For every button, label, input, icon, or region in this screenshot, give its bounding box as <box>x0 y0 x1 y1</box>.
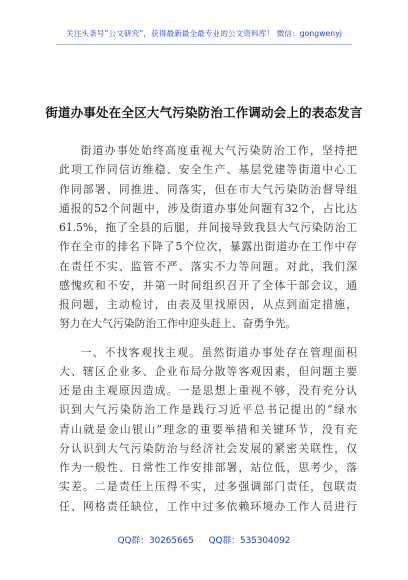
text-line: 还是由主观原因造成。一是思想上重视不够，没有充分认 <box>59 384 357 397</box>
document-title: 街道办事处在全区大气污染防治工作调动会上的表态发言 <box>45 105 363 120</box>
paragraph <box>59 141 357 334</box>
text-line: 报问题，主动检讨，由表及里找原因，从点到面定措施， <box>59 298 357 311</box>
header-banner: 关注头条号“公文研究”，获得最新最全最专业的公文资料库！ 微信：gongwenyj <box>66 29 342 38</box>
text-line: 实差。二是责任上压得不实，过多强调部门责任，包联责 <box>59 480 357 494</box>
text-line: 作为一般性、日常性工作安排部署，站位低，思考少，落 <box>59 461 357 474</box>
text-line: 通报的52个问题中，涉及街道办事处问题有32个，占比达 <box>59 201 357 215</box>
footer <box>0 533 408 546</box>
text-line: 街道办事处始终高度重视大气污染防治工作，坚持把 <box>80 144 357 157</box>
text-line: 一、不找客观找主观。虽然街道办事处存在管理面积 <box>80 345 357 359</box>
text-line: 作在全市的排名下降了5个位次，暴露出街道办在工作中存 <box>59 240 357 254</box>
text-line: 大、辖区企业多、企业布局分散等客观因素，但问题主要 <box>59 364 357 378</box>
text-line: 青山就是金山银山”理念的重要举措和关键环节，没有充 <box>59 422 357 436</box>
text-line: 分认识到大气污染防治与经济社会发展的紧密关联性，仅 <box>59 441 357 455</box>
text-line: 61.5%，拖了全县的后腿，并间接导致我县大气污染防治工 <box>59 221 357 234</box>
text-line: 任、网格责任缺位，工作中过多依赖环境办工作人员进行 <box>59 499 357 513</box>
footer-qq-group-1: QQ群：30265665 <box>117 536 194 546</box>
paragraph-gap <box>59 334 357 343</box>
text-line: 感愧疚和不安，并第一时间组织召开了全体干部会议，通 <box>59 278 357 292</box>
text-line: 努力在大气污染防治工作中迎头赶上、奋勇争先。 <box>59 317 297 331</box>
text-line: 在责任不实、监管不严、落实不力等问题。对此，我们深 <box>59 259 357 273</box>
header-divider <box>56 44 352 45</box>
text-line: 作同部署、同推进、同落实，但在市大气污染防治督导组 <box>59 182 357 196</box>
text-line: 识到大气污染防治工作是践行习近平总书记提出的“绿水 <box>59 403 357 417</box>
paragraph <box>59 343 357 516</box>
text-line: 此项工作同信访维稳、安全生产、基层党建等街道中心工 <box>59 163 357 177</box>
document-body <box>59 141 357 516</box>
footer-qq-group-2: QQ群：535304092 <box>208 536 291 546</box>
